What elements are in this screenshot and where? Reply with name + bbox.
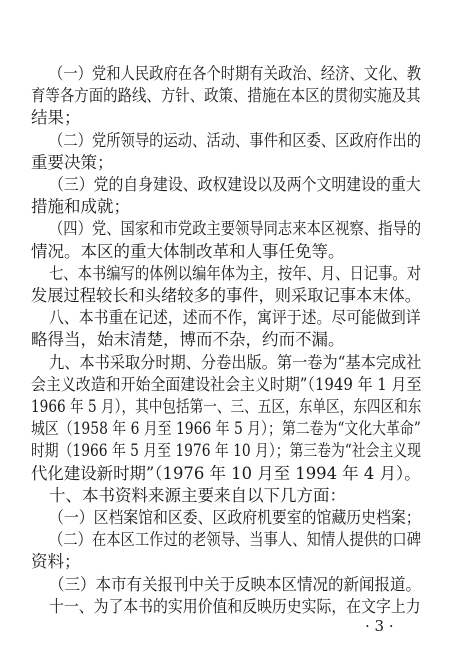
text-line: 城区（1958 年 6 月至 1966 年 5 月）；第二卷为“文化大革命” [31, 419, 421, 439]
text-line: （一）区档案馆和区委、区政府机要室的馆藏历史档案； [49, 508, 421, 527]
text-line: （三）党的自身建设、政权建设以及两个文明建设的重大 [49, 175, 421, 194]
text-line: （二）在本区工作过的老领导、当事人、知情人提供的口碑 [49, 530, 421, 550]
text-line: 重要决策； [31, 152, 114, 172]
text-line: （一）党和人民政府在各个时期有关政治、经济、文化、教 [49, 64, 421, 83]
text-line: 育等各方面的路线、方针、政策、措施在本区的贯彻实施及其 [31, 86, 421, 106]
text-line: （三）本市有关报刊中关于反映本区情况的新闻报道。 [49, 574, 421, 594]
text-line: （二）党所领导的运动、活动、事件和区委、区政府作出的 [49, 130, 421, 150]
text-line: 结果； [31, 108, 81, 128]
text-line: 八、本书重在记述，述而不作，寓评于述。尽可能做到详 [49, 308, 421, 328]
text-line: （四）党、国家和市党政主要领导同志来本区视察、指导的 [49, 219, 421, 239]
text-line: 会主义改造和开始全面建设社会主义时期”（1949 年 1 月至 [31, 374, 422, 394]
text-line: 十一、为了本书的实用价值和反映历史实际，在文字上力 [49, 596, 421, 616]
text-line: 情况。本区的重大体制改革和人事任免等。 [31, 241, 345, 261]
text-line: 时期（1966 年 5 月至 1976 年 10 月）；第三卷为“社会主义现 [31, 441, 421, 461]
text-line: 措施和成就； [31, 197, 130, 217]
text-line: 七、本书编写的体例以编年体为主，按年、月、日记事。对 [49, 263, 421, 283]
text-line: 十、本书资料来源主要来自以下几方面： [49, 485, 346, 505]
text-line: 代化建设新时期”（1976 年 10 月至 1994 年 4 月）。 [31, 463, 421, 483]
text-line: 资料； [31, 552, 81, 572]
text-line: 九、本书采取分时期、分卷出版。第一卷为“基本完成社 [49, 352, 422, 372]
page-number: · 3 · [365, 617, 394, 635]
text-line: 发展过程较长和头绪较多的事件，则采取记事本末体。 [31, 286, 421, 305]
text-line: 略得当，始末清楚，博而不杂，约而不漏。 [31, 330, 345, 350]
text-line: 1966 年 5 月），其中包括第一、三、五区，东单区，东四区和东 [31, 397, 422, 416]
